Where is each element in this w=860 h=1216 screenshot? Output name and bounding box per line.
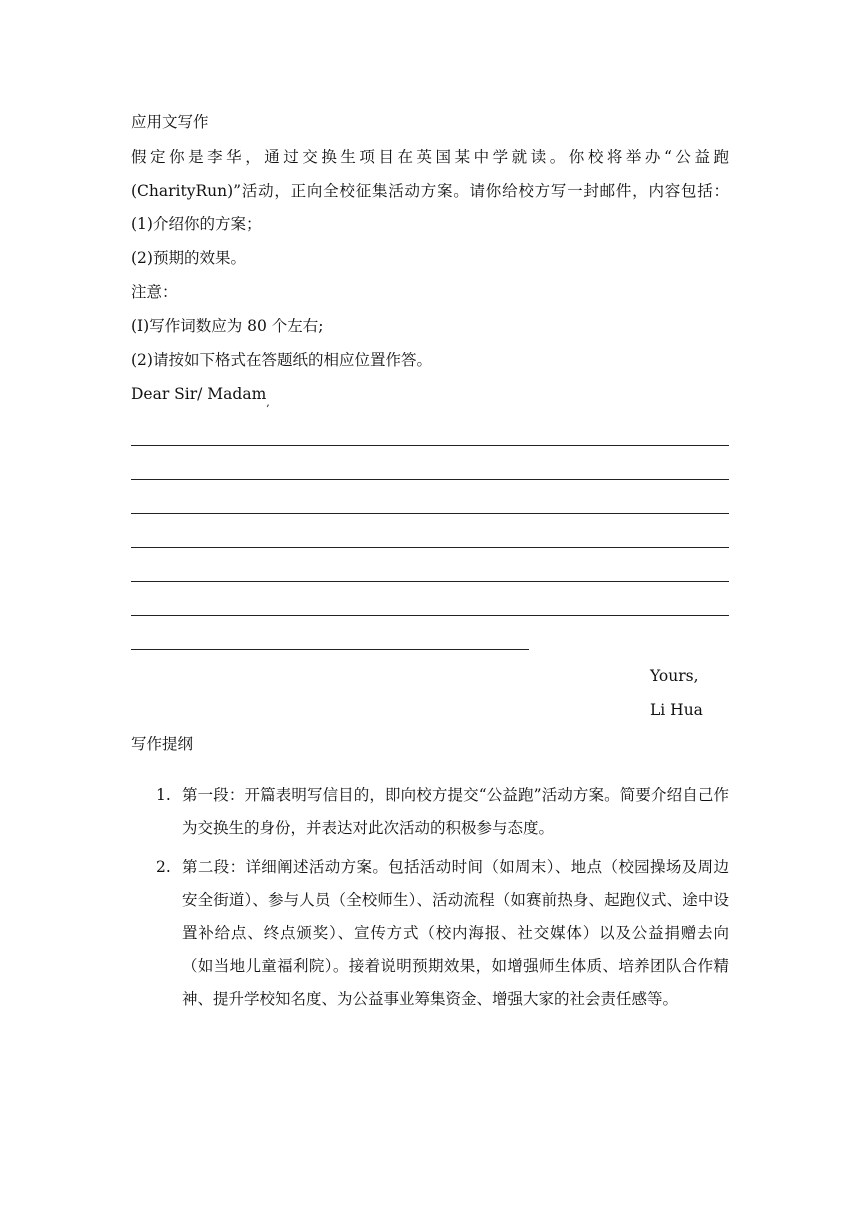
content-point-1: (1)介绍你的方案； <box>131 215 262 233</box>
answer-line <box>131 513 729 514</box>
outline-item <box>131 851 729 1016</box>
outline-title: 写作提纲 <box>131 735 194 753</box>
answer-line <box>131 581 729 582</box>
closing: Yours, <box>650 667 699 685</box>
content-point-2: (2)预期的效果。 <box>131 249 246 267</box>
salutation-text: Dear Sir/ Madam <box>131 385 267 403</box>
salutation <box>131 384 270 409</box>
outline-item-number: 1. <box>156 786 171 804</box>
note-1: (Ⅰ)写作词数应为 80 个左右; <box>131 317 324 335</box>
answer-line <box>131 649 529 650</box>
notes-label: 注意： <box>131 283 178 301</box>
answer-line <box>131 479 729 480</box>
prompt-line-2: (CharityRun)”活动，正向全校征集活动方案。请你给校方写一封邮件，内容包括： <box>131 182 729 200</box>
outline-item <box>131 779 729 845</box>
answer-line <box>131 615 729 616</box>
note-2: (2)请按如下格式在答题纸的相应位置作答。 <box>131 351 432 369</box>
signature: Li Hua <box>650 701 703 719</box>
prompt-line-1: 假定你是李华，通过交换生项目在英国某中学就读。你校将举办“公益跑 <box>131 148 729 166</box>
outline-item-text: 第二段：详细阐述活动方案。包括活动时间（如周末）、地点（校园操场及周边安全街道）、参与人员（全校师生）、活动流程（如赛前热身、起跑仪式、途中设置补给点、终点颁奖）、宣传方式（校内海报、社交媒体）以及公益捐赠去向（如当地儿童福利院）。接着说明预期效果，如增强师生体质、培养团队合作精神、提升学校知名度、为公益事业筹集资金、增强大家的社会责任感等。 <box>182 858 729 1008</box>
answer-line <box>131 445 729 446</box>
salutation-comma: , <box>266 396 270 409</box>
answer-line <box>131 547 729 548</box>
outline-item-text: 第一段：开篇表明写信目的，即向校方提交“公益跑”活动方案。简要介绍自己作为交换生的身份，并表达对此次活动的积极参与态度。 <box>182 786 729 837</box>
outline-item-number: 2. <box>156 858 171 876</box>
task-heading: 应用文写作 <box>131 113 209 131</box>
